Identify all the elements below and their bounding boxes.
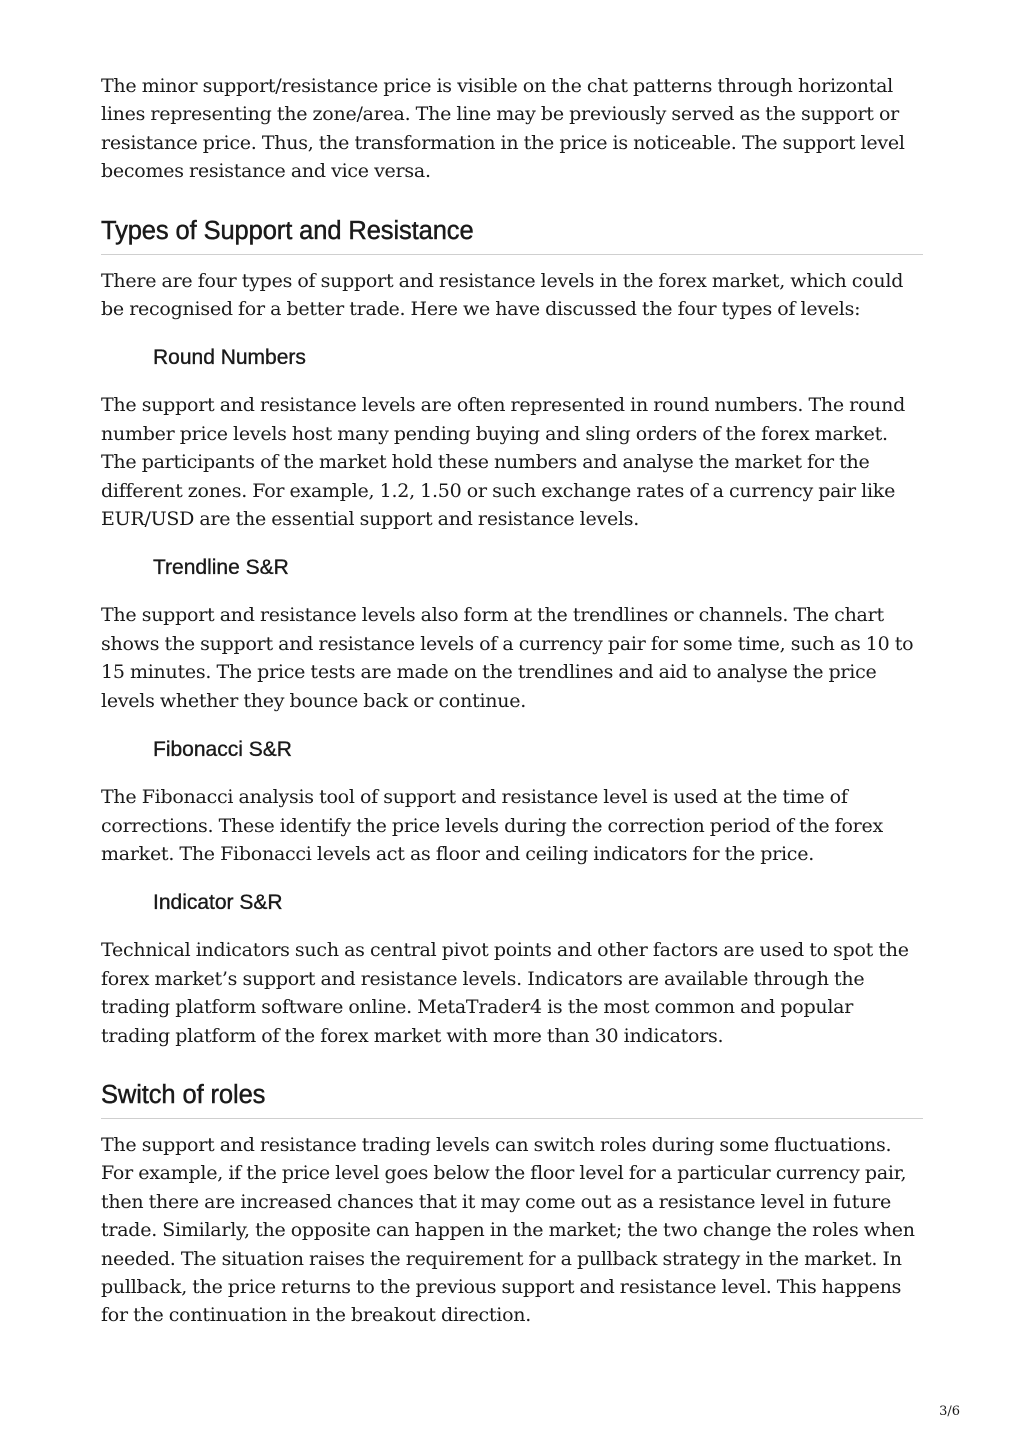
trendline-paragraph: The support and resistance levels also form at the trendlines or channels. The chart shows the support and resistance levels of a currency pair for some time, such as 10 to 15 minutes. The price tests are made on the trendlines and aid to analyse the price levels whether they bounce back or continue. (101, 604, 914, 712)
subheading-round-numbers: Round Numbers (153, 346, 306, 370)
document-page (101, 72, 923, 1330)
round-numbers-paragraph: The support and resistance levels are often represented in round numbers. The round number price levels host many pending buying and sling orders of the forex market. The participants of the market hold these numbers and analyse the market for the different zones. For example, 1.2, 1.50 or such exchange rates of a currency pair like EUR/USD are the essential support and resistance levels. (101, 394, 906, 531)
subheading-fibonacci-sr: Fibonacci S&R (153, 738, 292, 762)
intro-paragraph: The minor support/resistance price is visible on the chat patterns through horizontal lines representing the zone/area. The line may be previously served as the support or resistance price. Thus, the transformation in the price is noticeable. The support level becomes resistance and vice versa. (101, 75, 905, 183)
subheading-trendline-sr: Trendline S&R (153, 556, 289, 580)
heading-switch-of-roles: Switch of roles (101, 1080, 923, 1119)
switch-of-roles-paragraph: The support and resistance trading levels can switch roles during some fluctuations. For example, if the price level goes below the floor level for a particular currency pair, then there are increased chances that it may come out as a resistance level in future trade. Similarly, the opposite can happen in the market; the two change the roles when needed. The situation raises the requirement for a pullback strategy in the market. In pullback, the price returns to the previous support and resistance level. This happens for the continuation in the breakout direction. (101, 1133, 915, 1327)
fibonacci-paragraph: The Fibonacci analysis tool of support and resistance level is used at the time of corrections. These identify the price levels during the correction period of the forex market. The Fibonacci levels act as floor and ceiling indicators for the price. (101, 786, 883, 865)
heading-types-of-support-and-resistance: Types of Support and Resistance (101, 216, 923, 255)
indicator-paragraph: Technical indicators such as central pivot points and other factors are used to spot the forex market’s support and resistance levels. Indicators are available through the trading platform software online. MetaTrader4 is the most common and popular trading platform of the forex market with more than 30 indicators. (101, 939, 909, 1047)
subheading-indicator-sr: Indicator S&R (153, 891, 283, 915)
page-number: 3/6 (939, 1404, 960, 1419)
types-paragraph: There are four types of support and resistance levels in the forex market, which could be recognised for a better trade. Here we have discussed the four types of levels: (101, 269, 904, 321)
